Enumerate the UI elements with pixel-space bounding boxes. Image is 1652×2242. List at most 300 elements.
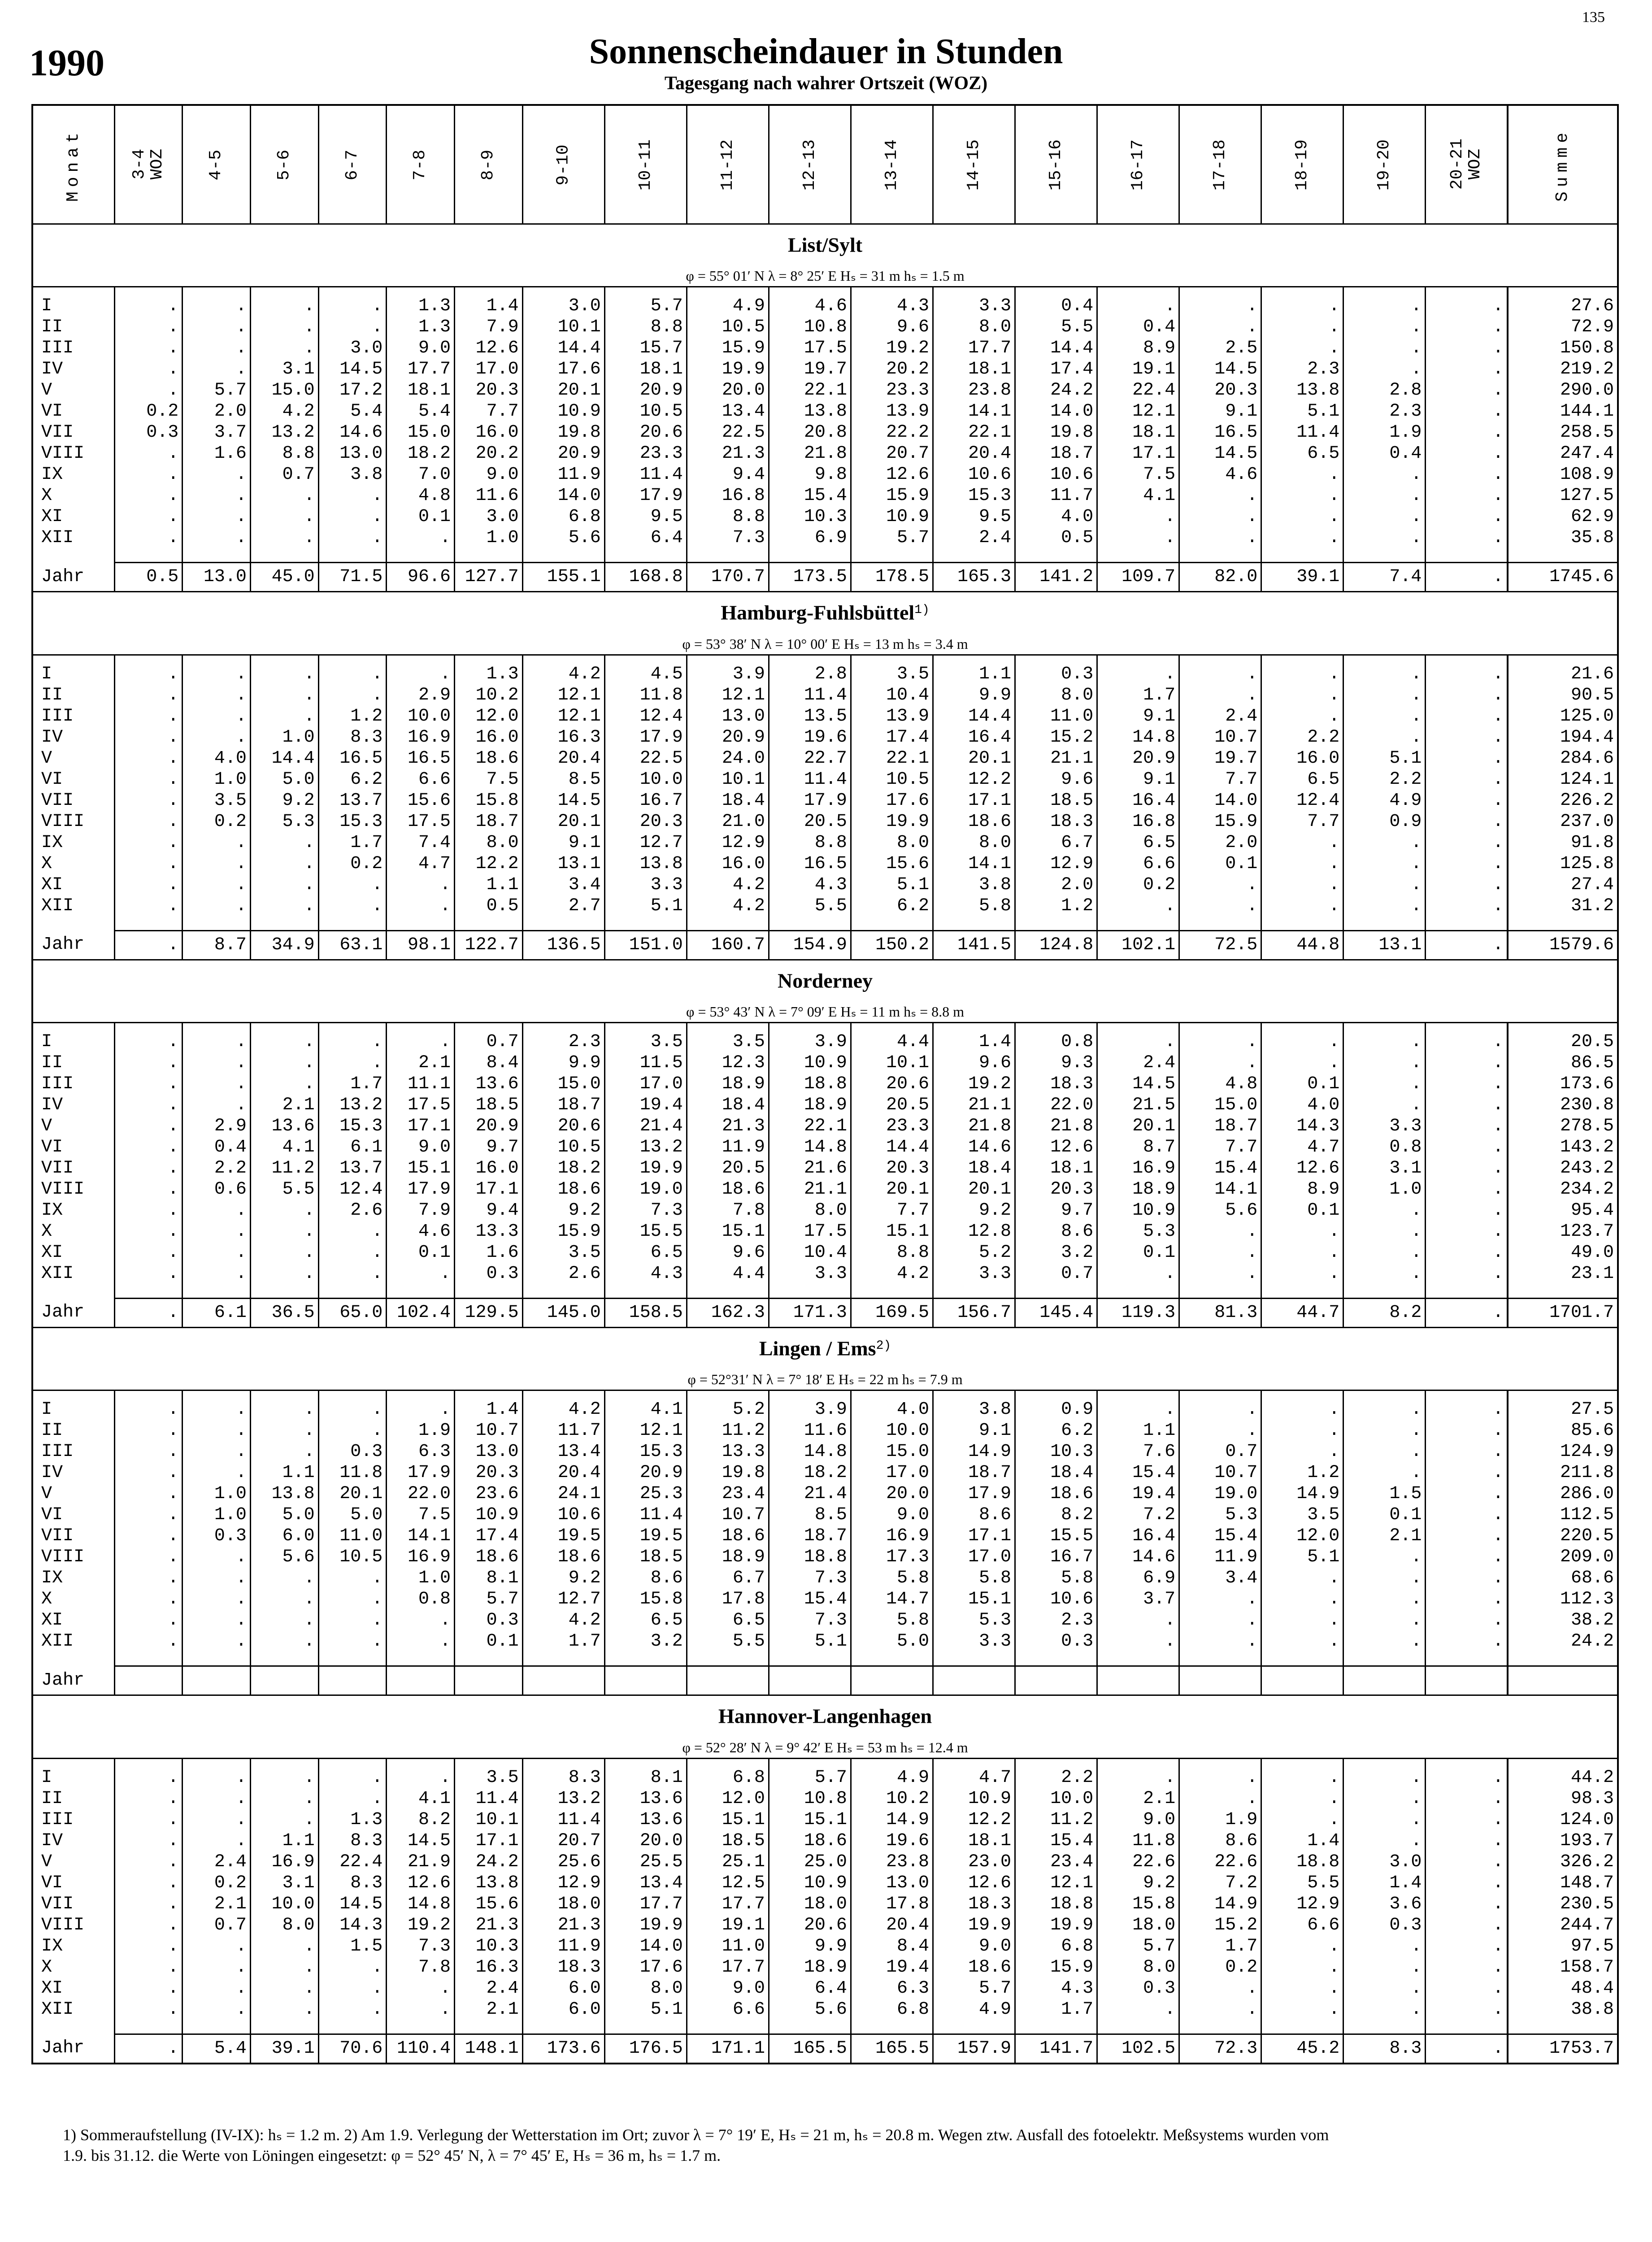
month-sum-cell: 24.2 (1508, 1631, 1618, 1652)
value-cell: 15.0 (387, 422, 455, 443)
value-cell: 9.1 (1097, 769, 1179, 790)
month-label: XII (41, 1263, 74, 1284)
value-cell: 3.7 (183, 422, 251, 443)
value-cell: 9.6 (851, 317, 933, 338)
value-cell: . (183, 1073, 251, 1095)
value-cell: 4.6 (387, 1221, 455, 1242)
value-cell: 14.8 (387, 1894, 455, 1915)
value-cell: 0.7 (250, 464, 318, 485)
value-cell: 1.4 (455, 1399, 523, 1420)
month-row (32, 380, 1618, 401)
spacer-cell (1426, 548, 1508, 563)
value-cell: . (1261, 295, 1343, 317)
value-cell: 6.6 (1097, 853, 1179, 874)
spacer-cell (604, 655, 687, 664)
value-cell: . (1426, 1200, 1508, 1221)
value-cell: . (318, 1957, 387, 1978)
month-row (32, 1936, 1618, 1957)
value-cell: . (114, 1504, 183, 1525)
value-cell: . (1426, 1073, 1508, 1095)
spacer-cell (1179, 287, 1261, 296)
month-row (32, 1462, 1618, 1483)
year-row-label: Jahr (41, 1670, 85, 1690)
value-cell: . (1343, 1809, 1426, 1830)
value-cell: . (1343, 317, 1426, 338)
month-row (32, 685, 1618, 706)
station-title (32, 1327, 1618, 1369)
month-sum-cell: 143.2 (1508, 1137, 1618, 1158)
value-cell: 9.5 (933, 506, 1015, 527)
month-sum-cell: 49.0 (1508, 1242, 1618, 1263)
value-cell: 8.0 (933, 832, 1015, 853)
value-cell: . (1097, 1399, 1179, 1420)
value-cell: 12.4 (1261, 790, 1343, 811)
month-row (32, 1873, 1618, 1894)
value-cell: . (1343, 832, 1426, 853)
month-label: VI (41, 1873, 63, 1893)
value-cell: 17.1 (387, 1116, 455, 1137)
year-value-cell: 141.5 (933, 930, 1015, 960)
value-cell: 1.0 (387, 1568, 455, 1589)
value-cell: 22.2 (851, 422, 933, 443)
value-cell: 5.3 (1097, 1221, 1179, 1242)
spacer-cell (1097, 1652, 1179, 1666)
value-cell: 15.4 (1179, 1525, 1261, 1547)
value-cell: 5.4 (387, 401, 455, 422)
value-cell: . (1179, 1399, 1261, 1420)
month-sum-cell: 91.8 (1508, 832, 1618, 853)
spacer-row (32, 2020, 1618, 2034)
month-label: XII (41, 1999, 74, 2020)
value-cell: . (1343, 1978, 1426, 1999)
value-cell: 20.3 (851, 1158, 933, 1179)
value-cell: 24.2 (455, 1851, 523, 1873)
month-sum-cell: 85.6 (1508, 1420, 1618, 1441)
value-cell: . (183, 1221, 251, 1242)
station-coords-row (32, 1001, 1618, 1023)
year-value-cell (1343, 1666, 1426, 1695)
value-cell: 25.5 (604, 1851, 687, 1873)
month-sum-cell: 211.8 (1508, 1462, 1618, 1483)
month-label: XI (41, 874, 63, 895)
value-cell: . (1261, 1031, 1343, 1052)
value-cell: . (1426, 1031, 1508, 1052)
value-cell: 22.5 (604, 748, 687, 769)
month-row (32, 1116, 1618, 1137)
year-value-cell (318, 1666, 387, 1695)
value-cell: . (318, 295, 387, 317)
spacer-cell (250, 1022, 318, 1031)
value-cell: 24.0 (687, 748, 769, 769)
value-cell: . (1426, 506, 1508, 527)
spacer-cell (183, 1652, 251, 1666)
value-cell: 1.6 (183, 443, 251, 464)
value-cell: 20.1 (933, 748, 1015, 769)
value-cell: 23.0 (933, 1851, 1015, 1873)
year-value-cell: 158.5 (604, 1298, 687, 1327)
month-sum-cell: 230.5 (1508, 1894, 1618, 1915)
value-cell: . (114, 769, 183, 790)
value-cell: 2.4 (933, 527, 1015, 548)
value-cell: 13.2 (318, 1095, 387, 1116)
spacer-cell (522, 1390, 604, 1399)
value-cell: 8.1 (455, 1568, 523, 1589)
value-cell: 11.8 (318, 1462, 387, 1483)
value-cell: 10.9 (455, 1504, 523, 1525)
value-cell: . (1261, 1999, 1343, 2020)
value-cell: 15.6 (851, 853, 933, 874)
spacer-cell (1508, 1022, 1618, 1031)
value-cell: 3.5 (183, 790, 251, 811)
value-cell: 18.9 (769, 1957, 851, 1978)
value-cell: . (114, 359, 183, 380)
value-cell: 9.3 (1015, 1052, 1097, 1073)
spacer-cell (1097, 287, 1179, 296)
month-sum-cell: 286.0 (1508, 1483, 1618, 1504)
value-cell: 18.6 (1015, 1483, 1097, 1504)
value-cell: 11.4 (604, 1504, 687, 1525)
spacer-cell (851, 1758, 933, 1767)
value-cell: . (1426, 1242, 1508, 1263)
year-value-cell: 34.9 (250, 930, 318, 960)
spacer-cell (32, 655, 114, 664)
value-cell: . (1261, 506, 1343, 527)
value-cell: . (183, 832, 251, 853)
value-cell: . (183, 874, 251, 895)
station-coords-row (32, 1369, 1618, 1390)
year-value-cell: . (1426, 2034, 1508, 2064)
value-cell: 9.1 (522, 832, 604, 853)
value-cell: 3.0 (522, 295, 604, 317)
value-cell: 13.7 (318, 1158, 387, 1179)
value-cell: 9.2 (250, 790, 318, 811)
month-sum-cell: 38.8 (1508, 1999, 1618, 2020)
year-sum-cell: 1745.6 (1508, 563, 1618, 592)
value-cell: 3.1 (250, 1873, 318, 1894)
value-cell: 3.2 (604, 1631, 687, 1652)
value-cell: 1.0 (183, 769, 251, 790)
spacer-cell (687, 2020, 769, 2034)
value-cell: . (250, 317, 318, 338)
spacer-cell (769, 287, 851, 296)
year-value-cell: 165.5 (769, 2034, 851, 2064)
value-cell: . (114, 790, 183, 811)
value-cell: 1.1 (1097, 1420, 1179, 1441)
value-cell: 18.5 (1015, 790, 1097, 811)
value-cell: 23.3 (604, 443, 687, 464)
value-cell: 10.9 (1097, 1200, 1179, 1221)
month-sum-cell: 48.4 (1508, 1978, 1618, 1999)
month-label: III (41, 1073, 74, 1094)
value-cell: 4.6 (1179, 464, 1261, 485)
value-cell: 13.4 (604, 1873, 687, 1894)
spacer-cell (250, 1390, 318, 1399)
spacer-cell (933, 655, 1015, 664)
value-cell: 3.3 (604, 874, 687, 895)
spacer-cell (114, 655, 183, 664)
value-cell: . (1261, 664, 1343, 685)
value-cell: 15.8 (455, 790, 523, 811)
value-cell: 9.0 (1097, 1809, 1179, 1830)
value-cell: . (1426, 1788, 1508, 1809)
value-cell: 14.0 (604, 1936, 687, 1957)
year-value-cell: 7.4 (1343, 563, 1426, 592)
value-cell: 17.9 (933, 1483, 1015, 1504)
spacer-cell (687, 655, 769, 664)
value-cell: . (1426, 1116, 1508, 1137)
value-cell: 0.3 (1015, 664, 1097, 685)
value-cell: 0.3 (1343, 1915, 1426, 1936)
value-cell: 16.7 (604, 790, 687, 811)
month-sum-cell: 220.5 (1508, 1525, 1618, 1547)
value-cell: . (1426, 1830, 1508, 1851)
year-value-cell: 173.6 (522, 2034, 604, 2064)
value-cell: . (250, 295, 318, 317)
value-cell: . (114, 1242, 183, 1263)
header-hour (604, 105, 687, 224)
month-sum-cell: 237.0 (1508, 811, 1618, 832)
header-hour (522, 105, 604, 224)
value-cell: 1.1 (455, 874, 523, 895)
value-cell: . (318, 1420, 387, 1441)
value-cell: . (183, 338, 251, 359)
value-cell: 18.3 (933, 1894, 1015, 1915)
value-cell: . (183, 464, 251, 485)
value-cell: . (1426, 1052, 1508, 1073)
year-value-cell: 169.5 (851, 1298, 933, 1327)
footnote-line: 1.9. bis 31.12. die Werte von Löningen eingesetzt: φ = 52° 45′ N, λ = 7° 45′ E, Hₛ = 36 m, hₛ = 1.7 m. (63, 2146, 721, 2164)
value-cell: 10.7 (1179, 727, 1261, 748)
value-cell: . (1343, 338, 1426, 359)
value-cell: 18.4 (687, 1095, 769, 1116)
value-cell: . (1343, 706, 1426, 727)
value-cell: 22.5 (687, 422, 769, 443)
value-cell: 4.1 (387, 1788, 455, 1809)
value-cell: . (183, 1767, 251, 1788)
value-cell: 15.9 (1179, 811, 1261, 832)
spacer-cell (1261, 1022, 1343, 1031)
value-cell: 22.0 (387, 1483, 455, 1504)
value-cell: 5.8 (933, 895, 1015, 917)
value-cell: 8.8 (769, 832, 851, 853)
value-cell: 2.8 (769, 664, 851, 685)
spacer-cell (851, 548, 933, 563)
value-cell: . (183, 706, 251, 727)
spacer-cell (1343, 1022, 1426, 1031)
value-cell: . (114, 853, 183, 874)
spacer-cell (387, 1758, 455, 1767)
value-cell: 18.1 (387, 380, 455, 401)
spacer-cell (1015, 655, 1097, 664)
value-cell: 17.1 (933, 790, 1015, 811)
value-cell: 0.1 (1261, 1073, 1343, 1095)
value-cell: 8.6 (1015, 1221, 1097, 1242)
value-cell: 13.8 (1261, 380, 1343, 401)
value-cell: 13.0 (687, 706, 769, 727)
header-hour-label: 20-21 WOZ (1448, 138, 1485, 190)
value-cell: 10.3 (455, 1936, 523, 1957)
value-cell: 18.6 (769, 1830, 851, 1851)
month-row (32, 1073, 1618, 1095)
value-cell: 0.9 (1015, 1399, 1097, 1420)
spacer-cell (1426, 287, 1508, 296)
month-sum-cell: 98.3 (1508, 1788, 1618, 1809)
value-cell: . (114, 1420, 183, 1441)
value-cell: 19.7 (769, 359, 851, 380)
month-sum-cell: 150.8 (1508, 338, 1618, 359)
value-cell: . (114, 1547, 183, 1568)
month-label: XII (41, 1631, 74, 1652)
spacer-cell (1426, 1758, 1508, 1767)
page-title: Sonnenscheindauer in Stunden (589, 32, 1063, 71)
value-cell: 12.0 (455, 706, 523, 727)
value-cell: 3.8 (933, 1399, 1015, 1420)
value-cell: 20.2 (851, 359, 933, 380)
value-cell: 12.6 (933, 1873, 1015, 1894)
value-cell: 20.1 (851, 1179, 933, 1200)
value-cell: . (114, 443, 183, 464)
spacer-cell (1426, 1284, 1508, 1299)
value-cell: 17.0 (851, 1462, 933, 1483)
value-cell: . (114, 1788, 183, 1809)
spacer-cell (769, 2020, 851, 2034)
value-cell: 6.6 (1261, 1915, 1343, 1936)
spacer-cell (1426, 917, 1508, 931)
value-cell: 15.3 (318, 1116, 387, 1137)
year-value-cell: 122.7 (455, 930, 523, 960)
value-cell: 8.0 (604, 1978, 687, 1999)
value-cell: 0.3 (318, 1441, 387, 1462)
spacer-cell (32, 917, 114, 931)
spacer-cell (687, 1758, 769, 1767)
value-cell: . (183, 1441, 251, 1462)
value-cell: 20.9 (455, 1116, 523, 1137)
value-cell: . (114, 832, 183, 853)
value-cell: 0.2 (1097, 874, 1179, 895)
value-cell: . (114, 1441, 183, 1462)
spacer-cell (1097, 1284, 1179, 1299)
value-cell: . (1426, 1221, 1508, 1242)
month-label: VI (41, 401, 63, 422)
month-row (32, 1915, 1618, 1936)
value-cell: 10.9 (851, 506, 933, 527)
value-cell: . (318, 527, 387, 548)
station-title (32, 592, 1618, 634)
value-cell: 14.1 (933, 853, 1015, 874)
value-cell: . (114, 527, 183, 548)
value-cell: 0.4 (183, 1137, 251, 1158)
value-cell: . (1097, 527, 1179, 548)
value-cell: . (1426, 769, 1508, 790)
year-value-cell (933, 1666, 1015, 1695)
month-sum-cell: 27.6 (1508, 295, 1618, 317)
value-cell: . (1426, 485, 1508, 506)
value-cell: 14.4 (851, 1137, 933, 1158)
value-cell: 18.6 (687, 1179, 769, 1200)
value-cell: . (1343, 874, 1426, 895)
value-cell: . (183, 527, 251, 548)
value-cell: 5.8 (1015, 1568, 1097, 1589)
year-value-cell: 165.3 (933, 563, 1015, 592)
value-cell: 14.5 (318, 1894, 387, 1915)
value-cell: 14.8 (1097, 727, 1179, 748)
month-sum-cell: 108.9 (1508, 464, 1618, 485)
value-cell: 3.0 (318, 338, 387, 359)
year-value-cell: 110.4 (387, 2034, 455, 2064)
month-label: II (41, 1788, 63, 1809)
spacer-cell (32, 1390, 114, 1399)
value-cell: 17.6 (522, 359, 604, 380)
month-row (32, 1441, 1618, 1462)
value-cell: 15.4 (769, 485, 851, 506)
month-label: V (41, 380, 52, 401)
value-cell: . (1426, 1851, 1508, 1873)
value-cell: 6.8 (851, 1999, 933, 2020)
spacer-cell (933, 917, 1015, 931)
value-cell: . (1343, 1957, 1426, 1978)
value-cell: 4.4 (851, 1031, 933, 1052)
value-cell: 8.6 (1179, 1830, 1261, 1851)
value-cell: 8.6 (933, 1504, 1015, 1525)
value-cell: . (114, 338, 183, 359)
value-cell: 10.7 (1179, 1462, 1261, 1483)
spacer-cell (1508, 655, 1618, 664)
value-cell: . (1261, 706, 1343, 727)
value-cell: 17.7 (687, 1957, 769, 1978)
value-cell: 12.9 (687, 832, 769, 853)
value-cell: . (1426, 1399, 1508, 1420)
month-sum-cell: 194.4 (1508, 727, 1618, 748)
value-cell: 16.4 (1097, 790, 1179, 811)
value-cell: 9.0 (851, 1504, 933, 1525)
value-cell: . (1343, 895, 1426, 917)
spacer-cell (318, 655, 387, 664)
value-cell: 11.4 (1261, 422, 1343, 443)
spacer-cell (1261, 2020, 1343, 2034)
value-cell: 0.2 (183, 811, 251, 832)
month-sum-cell: 173.6 (1508, 1073, 1618, 1095)
value-cell: 17.9 (387, 1179, 455, 1200)
spacer-cell (1261, 287, 1343, 296)
value-cell: . (1343, 1462, 1426, 1483)
month-row (32, 317, 1618, 338)
station-title (32, 224, 1618, 266)
value-cell: 21.3 (522, 1915, 604, 1936)
header-monat (32, 105, 114, 224)
station-coords: φ = 53° 38′ N λ = 10° 00′ E Hₛ = 13 m hₛ = 3.4 m (32, 634, 1618, 655)
spacer-cell (1508, 548, 1618, 563)
value-cell: 0.8 (1015, 1031, 1097, 1052)
value-cell: . (114, 1999, 183, 2020)
value-cell: 13.4 (687, 401, 769, 422)
spacer-cell (933, 287, 1015, 296)
spacer-cell (1343, 1284, 1426, 1299)
month-sum-cell: 68.6 (1508, 1568, 1618, 1589)
value-cell: 15.9 (522, 1221, 604, 1242)
value-cell: 0.7 (183, 1915, 251, 1936)
month-sum-cell: 144.1 (1508, 401, 1618, 422)
header-hour (387, 105, 455, 224)
value-cell: 2.4 (183, 1851, 251, 1873)
spacer-cell (32, 548, 114, 563)
value-cell: 21.8 (933, 1116, 1015, 1137)
value-cell: 1.0 (183, 1483, 251, 1504)
value-cell: 25.0 (769, 1851, 851, 1873)
value-cell: . (1343, 1610, 1426, 1631)
month-label: X (41, 1957, 52, 1977)
value-cell: 20.6 (604, 422, 687, 443)
spacer-cell (1343, 1758, 1426, 1767)
